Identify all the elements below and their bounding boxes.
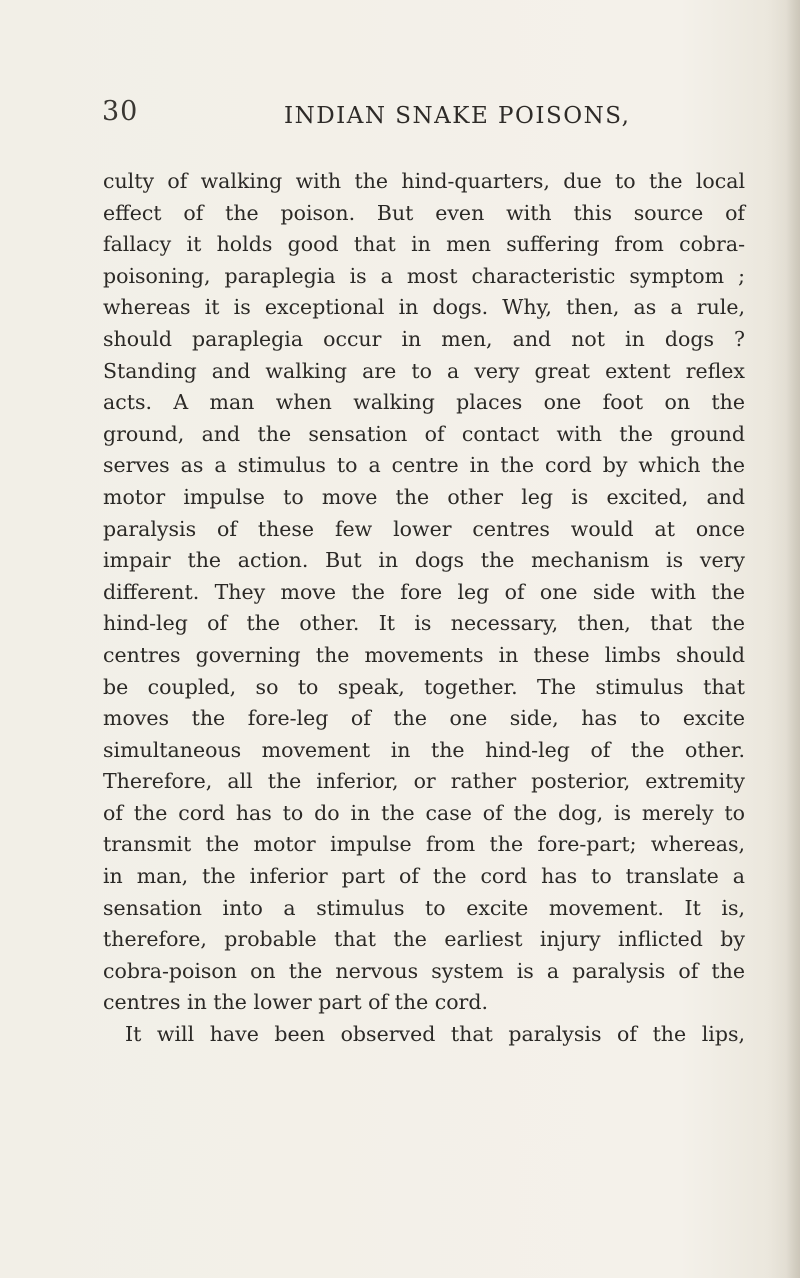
text-line: should paraplegia occur in men, and not in dogs ? (103, 326, 745, 351)
text-line: motor impulse to move the other leg is excited, and (103, 484, 745, 509)
text-line: centres in the lower part of the cord. (103, 990, 488, 1015)
text-line: poisoning, paraplegia is a most characteristic symptom ; (103, 263, 745, 288)
text-line: serves as a stimulus to a centre in the cord by which the (103, 453, 745, 478)
text-line: different. They move the fore leg of one side with the (103, 579, 745, 604)
body-text (103, 166, 745, 1051)
page-number: 30 (102, 96, 139, 127)
text-line: moves the fore-leg of the one side, has to excite (103, 706, 745, 731)
text-line: paralysis of these few lower centres would at once (103, 516, 745, 541)
text-line: acts. A man when walking places one foot on the (103, 390, 745, 415)
text-line: hind-leg of the other. It is necessary, then, that the (103, 611, 745, 636)
text-line: ground, and the sensation of contact with the ground (103, 421, 745, 446)
text-line: simultaneous movement in the hind-leg of the other. (103, 737, 745, 762)
text-line: impair the action. But in dogs the mechanism is very (103, 548, 745, 573)
running-title: INDIAN SNAKE POISONS, (284, 103, 631, 129)
text-line: culty of walking with the hind-quarters, due to the local (103, 169, 745, 193)
running-head (102, 96, 702, 136)
text-line: whereas it is exceptional in dogs. Why, then, as a rule, (103, 295, 745, 320)
text-line: of the cord has to do in the case of the dog, is merely to (103, 800, 745, 825)
text-line: effect of the poison. But even with this source of (103, 200, 745, 225)
text-line: centres governing the movements in these limbs should (103, 642, 745, 667)
text-line: Therefore, all the inferior, or rather posterior, extremity (103, 769, 745, 794)
text-line: transmit the motor impulse from the fore-part; whereas, (103, 832, 745, 857)
text-line: in man, the inferior part of the cord has to translate a (103, 864, 745, 889)
text-line: cobra-poison on the nervous system is a paralysis of the (103, 958, 745, 983)
text-line: Standing and walking are to a very great extent reflex (103, 358, 745, 383)
text-line: sensation into a stimulus to excite movement. It is, (103, 895, 745, 920)
text-line: be coupled, so to speak, together. The stimulus that (103, 674, 745, 699)
text-line: fallacy it holds good that in men suffering from cobra- (103, 232, 745, 257)
text-line: therefore, probable that the earliest injury inflicted by (103, 927, 745, 952)
page-edge-shadow (786, 0, 800, 1278)
text-line: It will have been observed that paralysis of the lips, (125, 1022, 745, 1047)
